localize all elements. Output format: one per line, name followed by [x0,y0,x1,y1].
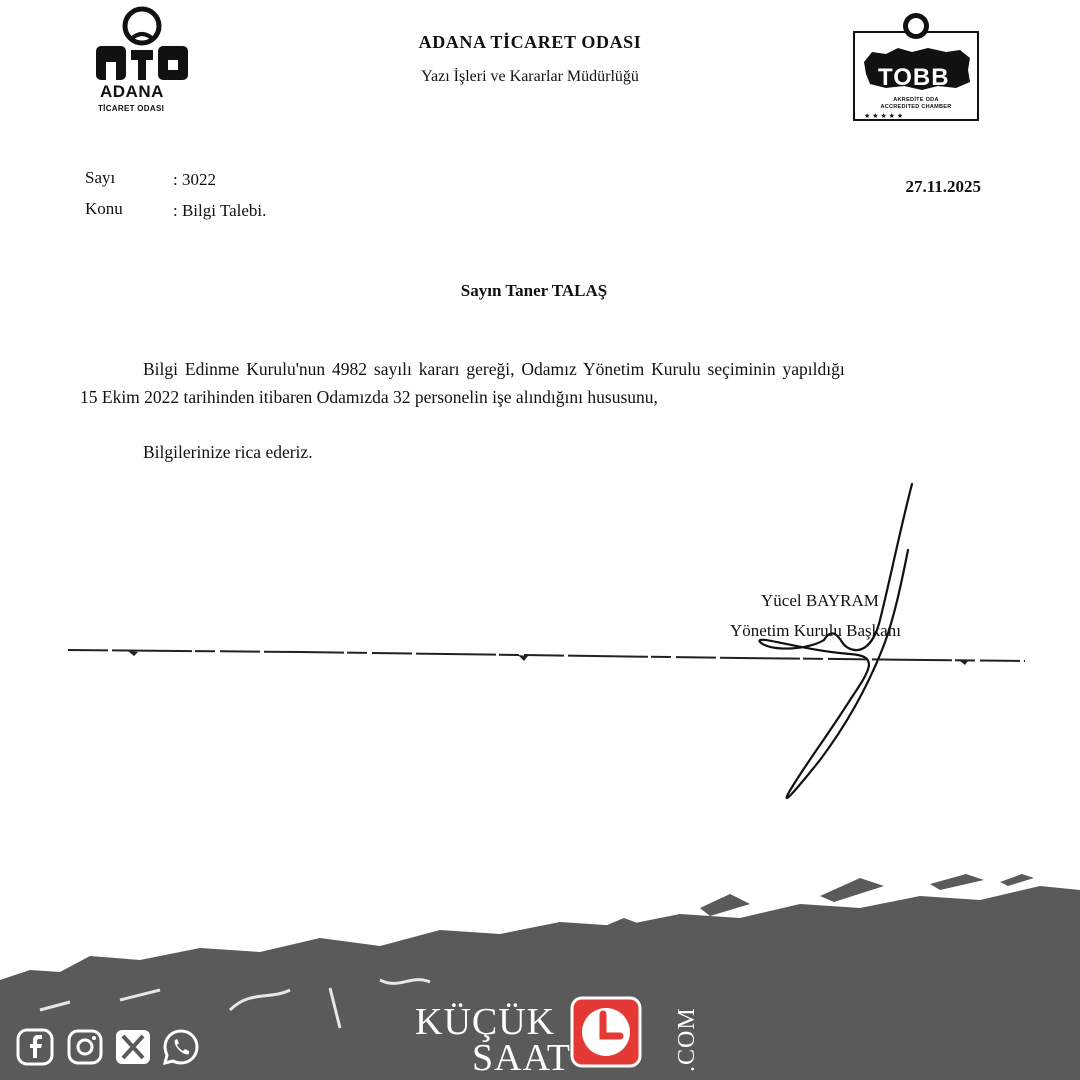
salutation: Sayın Taner TALAŞ [460,281,608,300]
logo-subtext: TİCARET ODASI [98,104,165,113]
number-value: : 3022 [173,170,216,189]
logo-text: ADANA [100,82,164,101]
scan-fold-line [0,640,1080,680]
subject-value: : Bilgi Talebi. [173,201,267,220]
tobb-accredited-tr: AKREDİTE ODA [893,97,939,103]
organization-name: ADANA TİCARET ODASI [418,32,642,52]
paragraph-line-1: Bilgi Edinme Kurulu'nun 4982 sayılı kararı gereği, Odamız Yönetim Kurulu seçiminin yapıldığı [143,359,845,379]
tobb-logo-text: TOBB [878,64,950,91]
number-label: Sayı [85,168,116,187]
facebook-icon[interactable] [16,1028,54,1066]
closing-line: Bilgilerinize rica ederiz. [143,442,313,462]
tobb-logo [852,8,980,123]
whatsapp-icon[interactable] [162,1028,200,1066]
svg-text:★ ★ ★ ★ ★: ★ ★ ★ ★ ★ [864,113,904,120]
adana-chamber-logo [92,6,192,116]
brand-domain: .COM [674,1007,700,1072]
signatory-title: Yönetim Kurulu Başkanı [730,621,901,640]
instagram-icon[interactable] [66,1028,104,1066]
x-icon[interactable] [114,1028,152,1066]
brand-name-top: KÜÇÜK [415,1001,556,1043]
tobb-accredited-en: ACCREDITED CHAMBER [880,104,952,110]
clock-logo-icon [570,996,642,1068]
department-name: Yazı İşleri ve Kararlar Müdürlüğü [421,68,639,85]
letter-date: 27.11.2025 [905,177,981,196]
subject-label: Konu [85,199,123,218]
signatory-name: Yücel BAYRAM [761,591,879,610]
brand-name-bottom: SAAT [472,1037,572,1079]
paragraph-line-2: 15 Ekim 2022 tarihinden itibaren Odamızda 32 personelin işe alındığını hususunu, [80,387,658,407]
